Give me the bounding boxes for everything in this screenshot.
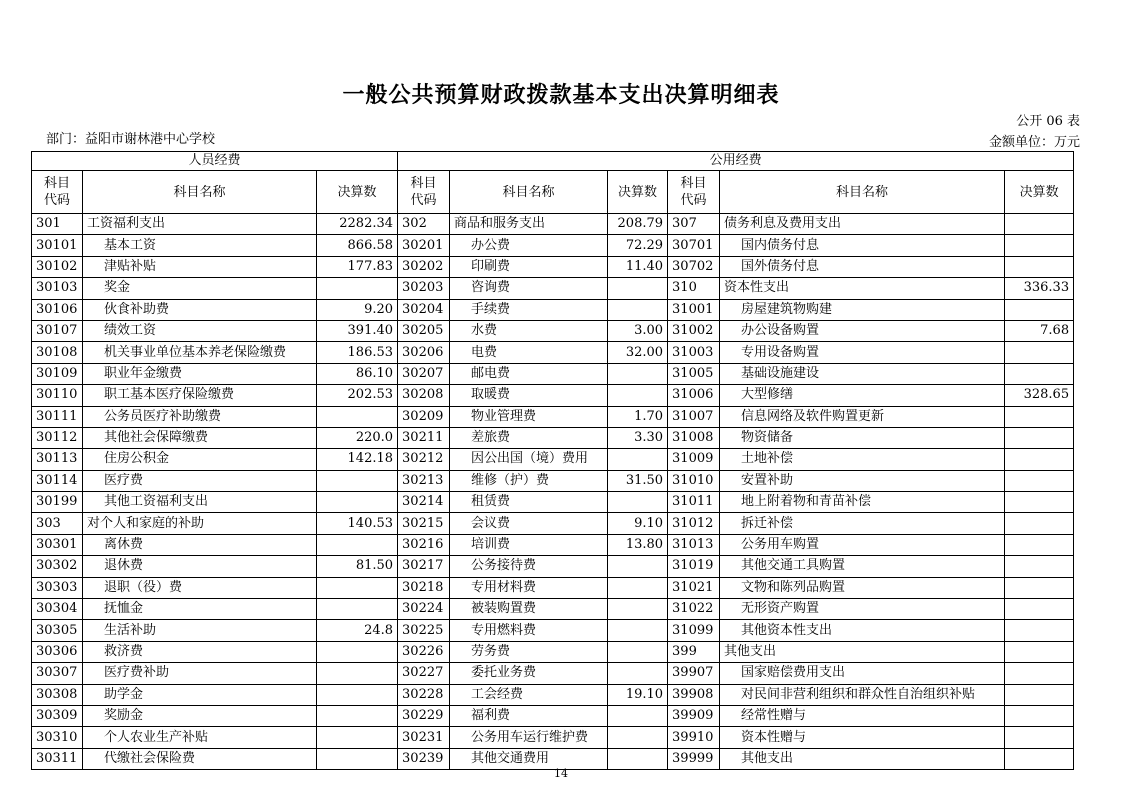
subject-code: 31013	[668, 534, 720, 555]
subject-code: 31019	[668, 556, 720, 577]
subject-name: 房屋建筑物购建	[720, 299, 1005, 320]
amount-value	[1005, 641, 1074, 662]
amount-value	[1005, 363, 1074, 384]
subject-code: 30203	[398, 278, 450, 299]
name-header: 科目名称	[83, 171, 317, 214]
subject-code: 31006	[668, 385, 720, 406]
subject-name: 手续费	[450, 299, 608, 320]
amount-value	[1005, 684, 1074, 705]
subject-name: 其他工资福利支出	[83, 492, 317, 513]
subject-code: 30224	[398, 599, 450, 620]
subject-name: 邮电费	[450, 363, 608, 384]
amount-value	[608, 620, 668, 641]
subject-code: 30702	[668, 256, 720, 277]
amount-value	[608, 556, 668, 577]
amount-value	[1005, 342, 1074, 363]
table-row	[32, 278, 1074, 299]
subject-name: 工会经费	[450, 684, 608, 705]
department-label: 部门：益阳市谢林港中心学校	[46, 132, 216, 147]
subject-name: 公务员医疗补助缴费	[83, 406, 317, 427]
subject-code: 31011	[668, 492, 720, 513]
amount-value	[317, 470, 398, 491]
table-row	[32, 449, 1074, 470]
amount-value: 140.53	[317, 513, 398, 534]
subject-code: 30206	[398, 342, 450, 363]
subject-code: 30225	[398, 620, 450, 641]
amount-value	[608, 385, 668, 406]
amount-value	[608, 705, 668, 726]
subject-code: 30112	[32, 427, 83, 448]
subject-code: 31003	[668, 342, 720, 363]
subject-name: 基本工资	[83, 235, 317, 256]
subject-code: 30202	[398, 256, 450, 277]
subject-code: 30228	[398, 684, 450, 705]
amount-value	[608, 641, 668, 662]
subject-code: 30308	[32, 684, 83, 705]
subject-code: 31009	[668, 449, 720, 470]
amount-value: 9.20	[317, 299, 398, 320]
subject-name: 机关事业单位基本养老保险缴费	[83, 342, 317, 363]
subject-name: 助学金	[83, 684, 317, 705]
subject-code: 30102	[32, 256, 83, 277]
subject-name: 公务用车运行维护费	[450, 727, 608, 748]
amount-value	[1005, 492, 1074, 513]
amount-value: 1.70	[608, 406, 668, 427]
amount-value: 81.50	[317, 556, 398, 577]
name-header: 科目名称	[450, 171, 608, 214]
amount-value	[317, 278, 398, 299]
subject-code: 310	[668, 278, 720, 299]
subject-name: 职业年金缴费	[83, 363, 317, 384]
amount-value	[1005, 727, 1074, 748]
amount-value: 31.50	[608, 470, 668, 491]
subject-name: 被装购置费	[450, 599, 608, 620]
subject-code: 39907	[668, 663, 720, 684]
table-row	[32, 684, 1074, 705]
subject-name: 地上附着物和青苗补偿	[720, 492, 1005, 513]
amount-value	[608, 727, 668, 748]
subject-code: 31099	[668, 620, 720, 641]
subject-name: 其他社会保障缴费	[83, 427, 317, 448]
table-row	[32, 705, 1074, 726]
table-row	[32, 427, 1074, 448]
subject-name: 办公费	[450, 235, 608, 256]
table-row	[32, 214, 1074, 235]
subject-code: 30204	[398, 299, 450, 320]
subject-code: 31002	[668, 320, 720, 341]
subject-code: 30302	[32, 556, 83, 577]
amount-value: 336.33	[1005, 278, 1074, 299]
subject-code: 30217	[398, 556, 450, 577]
code-header: 科目 代码	[32, 171, 83, 214]
subject-name: 差旅费	[450, 427, 608, 448]
amount-value: 186.53	[317, 342, 398, 363]
subject-name: 生活补助	[83, 620, 317, 641]
subject-code: 30201	[398, 235, 450, 256]
subject-code: 30212	[398, 449, 450, 470]
subject-code: 30209	[398, 406, 450, 427]
subject-name: 伙食补助费	[83, 299, 317, 320]
amount-value: 19.10	[608, 684, 668, 705]
subject-name: 医疗费	[83, 470, 317, 491]
subject-code: 30106	[32, 299, 83, 320]
table-row	[32, 385, 1074, 406]
subject-code: 30307	[32, 663, 83, 684]
subject-code: 399	[668, 641, 720, 662]
subject-code: 31007	[668, 406, 720, 427]
subject-code: 31001	[668, 299, 720, 320]
amount-value	[608, 577, 668, 598]
subject-name: 租赁费	[450, 492, 608, 513]
subject-name: 津贴补贴	[83, 256, 317, 277]
table-row	[32, 727, 1074, 748]
amount-value	[608, 449, 668, 470]
subject-code: 30103	[32, 278, 83, 299]
header-group-row	[32, 152, 1074, 171]
amount-value	[608, 299, 668, 320]
table-row	[32, 235, 1074, 256]
subject-name: 福利费	[450, 705, 608, 726]
subject-name: 资本性支出	[720, 278, 1005, 299]
subject-code: 31021	[668, 577, 720, 598]
subject-name: 离休费	[83, 534, 317, 555]
table-row	[32, 320, 1074, 341]
table-row	[32, 663, 1074, 684]
table-row	[32, 342, 1074, 363]
subject-code: 30110	[32, 385, 83, 406]
subject-name: 拆迁补偿	[720, 513, 1005, 534]
subject-name: 物业管理费	[450, 406, 608, 427]
subject-name: 其他支出	[720, 641, 1005, 662]
subject-code: 30214	[398, 492, 450, 513]
amount-header: 决算数	[317, 171, 398, 214]
subject-name: 债务利息及费用支出	[720, 214, 1005, 235]
amount-value	[317, 492, 398, 513]
subject-name: 大型修缮	[720, 385, 1005, 406]
subject-name: 印刷费	[450, 256, 608, 277]
subject-code: 30226	[398, 641, 450, 662]
amount-value	[608, 663, 668, 684]
subject-code: 30311	[32, 748, 83, 769]
subject-code: 30109	[32, 363, 83, 384]
subject-code: 30306	[32, 641, 83, 662]
public-header: 公用经费	[398, 152, 1074, 171]
amount-value	[1005, 705, 1074, 726]
subject-name: 其他支出	[720, 748, 1005, 769]
subject-name: 职工基本医疗保险缴费	[83, 385, 317, 406]
subject-name: 咨询费	[450, 278, 608, 299]
subject-name: 个人农业生产补贴	[83, 727, 317, 748]
table-row	[32, 534, 1074, 555]
amount-value	[1005, 256, 1074, 277]
table-row	[32, 577, 1074, 598]
amount-value: 208.79	[608, 214, 668, 235]
name-header: 科目名称	[720, 171, 1005, 214]
amount-value	[317, 663, 398, 684]
subject-name: 经常性赠与	[720, 705, 1005, 726]
amount-value: 2282.34	[317, 214, 398, 235]
amount-value	[608, 599, 668, 620]
subject-code: 31010	[668, 470, 720, 491]
amount-value: 11.40	[608, 256, 668, 277]
amount-value	[1005, 577, 1074, 598]
amount-value: 391.40	[317, 320, 398, 341]
amount-value: 13.80	[608, 534, 668, 555]
subject-name: 工资福利支出	[83, 214, 317, 235]
amount-value	[608, 492, 668, 513]
subject-name: 商品和服务支出	[450, 214, 608, 235]
subject-code: 303	[32, 513, 83, 534]
amount-value: 142.18	[317, 449, 398, 470]
subject-name: 电费	[450, 342, 608, 363]
amount-value: 866.58	[317, 235, 398, 256]
subject-name: 奖励金	[83, 705, 317, 726]
amount-value	[1005, 599, 1074, 620]
subject-name: 代缴社会保险费	[83, 748, 317, 769]
amount-value: 24.8	[317, 620, 398, 641]
amount-value	[317, 727, 398, 748]
table-row	[32, 556, 1074, 577]
amount-value	[317, 705, 398, 726]
subject-name: 劳务费	[450, 641, 608, 662]
subject-code: 30229	[398, 705, 450, 726]
subject-code: 30303	[32, 577, 83, 598]
subject-name: 住房公积金	[83, 449, 317, 470]
table-row	[32, 620, 1074, 641]
subject-name: 物资储备	[720, 427, 1005, 448]
amount-value	[1005, 449, 1074, 470]
subject-name: 其他交通工具购置	[720, 556, 1005, 577]
subject-name: 培训费	[450, 534, 608, 555]
subject-name: 绩效工资	[83, 320, 317, 341]
amount-value	[1005, 556, 1074, 577]
amount-value: 220.0	[317, 427, 398, 448]
subject-code: 30309	[32, 705, 83, 726]
amount-value: 328.65	[1005, 385, 1074, 406]
subject-code: 30304	[32, 599, 83, 620]
subject-code: 30101	[32, 235, 83, 256]
amount-value: 3.00	[608, 320, 668, 341]
amount-value	[317, 599, 398, 620]
subject-name: 专用设备购置	[720, 342, 1005, 363]
subject-code: 30205	[398, 320, 450, 341]
amount-value	[1005, 235, 1074, 256]
subject-name: 专用燃料费	[450, 620, 608, 641]
subject-name: 救济费	[83, 641, 317, 662]
table-row	[32, 363, 1074, 384]
subject-code: 31022	[668, 599, 720, 620]
amount-value	[608, 278, 668, 299]
subject-code: 31008	[668, 427, 720, 448]
subject-code: 301	[32, 214, 83, 235]
subject-code: 31005	[668, 363, 720, 384]
table-row	[32, 406, 1074, 427]
subject-code: 30310	[32, 727, 83, 748]
subject-code: 30218	[398, 577, 450, 598]
subject-name: 基础设施建设	[720, 363, 1005, 384]
subject-name: 文物和陈列品购置	[720, 577, 1005, 598]
amount-value	[1005, 534, 1074, 555]
subject-name: 国家赔偿费用支出	[720, 663, 1005, 684]
subject-code: 30213	[398, 470, 450, 491]
subject-name: 其他资本性支出	[720, 620, 1005, 641]
table-row	[32, 492, 1074, 513]
code-header: 科目 代码	[398, 171, 450, 214]
subject-name: 会议费	[450, 513, 608, 534]
header-column-row	[32, 171, 1074, 214]
subject-name: 对个人和家庭的补助	[83, 513, 317, 534]
subject-code: 302	[398, 214, 450, 235]
subject-code: 30239	[398, 748, 450, 769]
amount-value	[1005, 406, 1074, 427]
amount-header: 决算数	[1005, 171, 1074, 214]
subject-name: 土地补偿	[720, 449, 1005, 470]
amount-value	[1005, 470, 1074, 491]
subject-name: 国外债务付息	[720, 256, 1005, 277]
subject-name: 资本性赠与	[720, 727, 1005, 748]
amount-value	[317, 534, 398, 555]
subject-name: 因公出国（境）费用	[450, 449, 608, 470]
subject-code: 30301	[32, 534, 83, 555]
subject-name: 抚恤金	[83, 599, 317, 620]
subject-name: 国内债务付息	[720, 235, 1005, 256]
table-row	[32, 299, 1074, 320]
subject-name: 安置补助	[720, 470, 1005, 491]
amount-value: 202.53	[317, 385, 398, 406]
subject-code: 39999	[668, 748, 720, 769]
amount-value	[1005, 214, 1074, 235]
unit-label: 金额单位：万元	[988, 135, 1080, 150]
subject-code: 30108	[32, 342, 83, 363]
subject-code: 30114	[32, 470, 83, 491]
amount-value: 72.29	[608, 235, 668, 256]
amount-value	[317, 641, 398, 662]
subject-name: 奖金	[83, 278, 317, 299]
table-row	[32, 599, 1074, 620]
subject-name: 无形资产购置	[720, 599, 1005, 620]
budget-detail-table	[31, 151, 1074, 770]
subject-code: 30701	[668, 235, 720, 256]
subject-code: 30111	[32, 406, 83, 427]
table-row	[32, 470, 1074, 491]
table-row	[32, 641, 1074, 662]
subject-code: 39909	[668, 705, 720, 726]
subject-name: 办公设备购置	[720, 320, 1005, 341]
subject-code: 30208	[398, 385, 450, 406]
subject-name: 取暖费	[450, 385, 608, 406]
subject-code: 307	[668, 214, 720, 235]
subject-code: 30215	[398, 513, 450, 534]
subject-name: 维修（护）费	[450, 470, 608, 491]
subject-code: 30211	[398, 427, 450, 448]
table-row	[32, 256, 1074, 277]
subject-code: 39910	[668, 727, 720, 748]
amount-value: 177.83	[317, 256, 398, 277]
subject-code: 39908	[668, 684, 720, 705]
amount-value: 7.68	[1005, 320, 1074, 341]
amount-value	[1005, 620, 1074, 641]
subject-code: 30216	[398, 534, 450, 555]
code-header: 科目 代码	[668, 171, 720, 214]
subject-code: 31012	[668, 513, 720, 534]
personnel-header: 人员经费	[32, 152, 398, 171]
amount-value	[608, 363, 668, 384]
subject-name: 水费	[450, 320, 608, 341]
subject-name: 专用材料费	[450, 577, 608, 598]
subject-name: 公务用车购置	[720, 534, 1005, 555]
amount-value	[1005, 513, 1074, 534]
subject-name: 对民间非营利组织和群众性自治组织补贴	[720, 684, 1005, 705]
subject-code: 30199	[32, 492, 83, 513]
amount-value: 9.10	[608, 513, 668, 534]
page-number: 14	[554, 767, 568, 780]
amount-value	[1005, 299, 1074, 320]
page-title: 一般公共预算财政拨款基本支出决算明细表	[342, 83, 780, 108]
subject-code: 30227	[398, 663, 450, 684]
amount-value: 86.10	[317, 363, 398, 384]
subject-code: 30113	[32, 449, 83, 470]
subject-name: 退休费	[83, 556, 317, 577]
subject-code: 30107	[32, 320, 83, 341]
subject-name: 公务接待费	[450, 556, 608, 577]
amount-value	[317, 577, 398, 598]
subject-code: 30207	[398, 363, 450, 384]
amount-value	[1005, 427, 1074, 448]
subject-code: 30305	[32, 620, 83, 641]
amount-value	[1005, 663, 1074, 684]
subject-name: 退职（役）费	[83, 577, 317, 598]
table-row	[32, 513, 1074, 534]
subject-name: 医疗费补助	[83, 663, 317, 684]
amount-value	[317, 684, 398, 705]
amount-value	[317, 406, 398, 427]
subject-code: 30231	[398, 727, 450, 748]
amount-value: 3.30	[608, 427, 668, 448]
subject-name: 其他交通费用	[450, 748, 608, 769]
amount-value: 32.00	[608, 342, 668, 363]
subject-name: 委托业务费	[450, 663, 608, 684]
subject-name: 信息网络及软件购置更新	[720, 406, 1005, 427]
form-number: 公开 06 表	[1016, 114, 1080, 129]
amount-header: 决算数	[608, 171, 668, 214]
